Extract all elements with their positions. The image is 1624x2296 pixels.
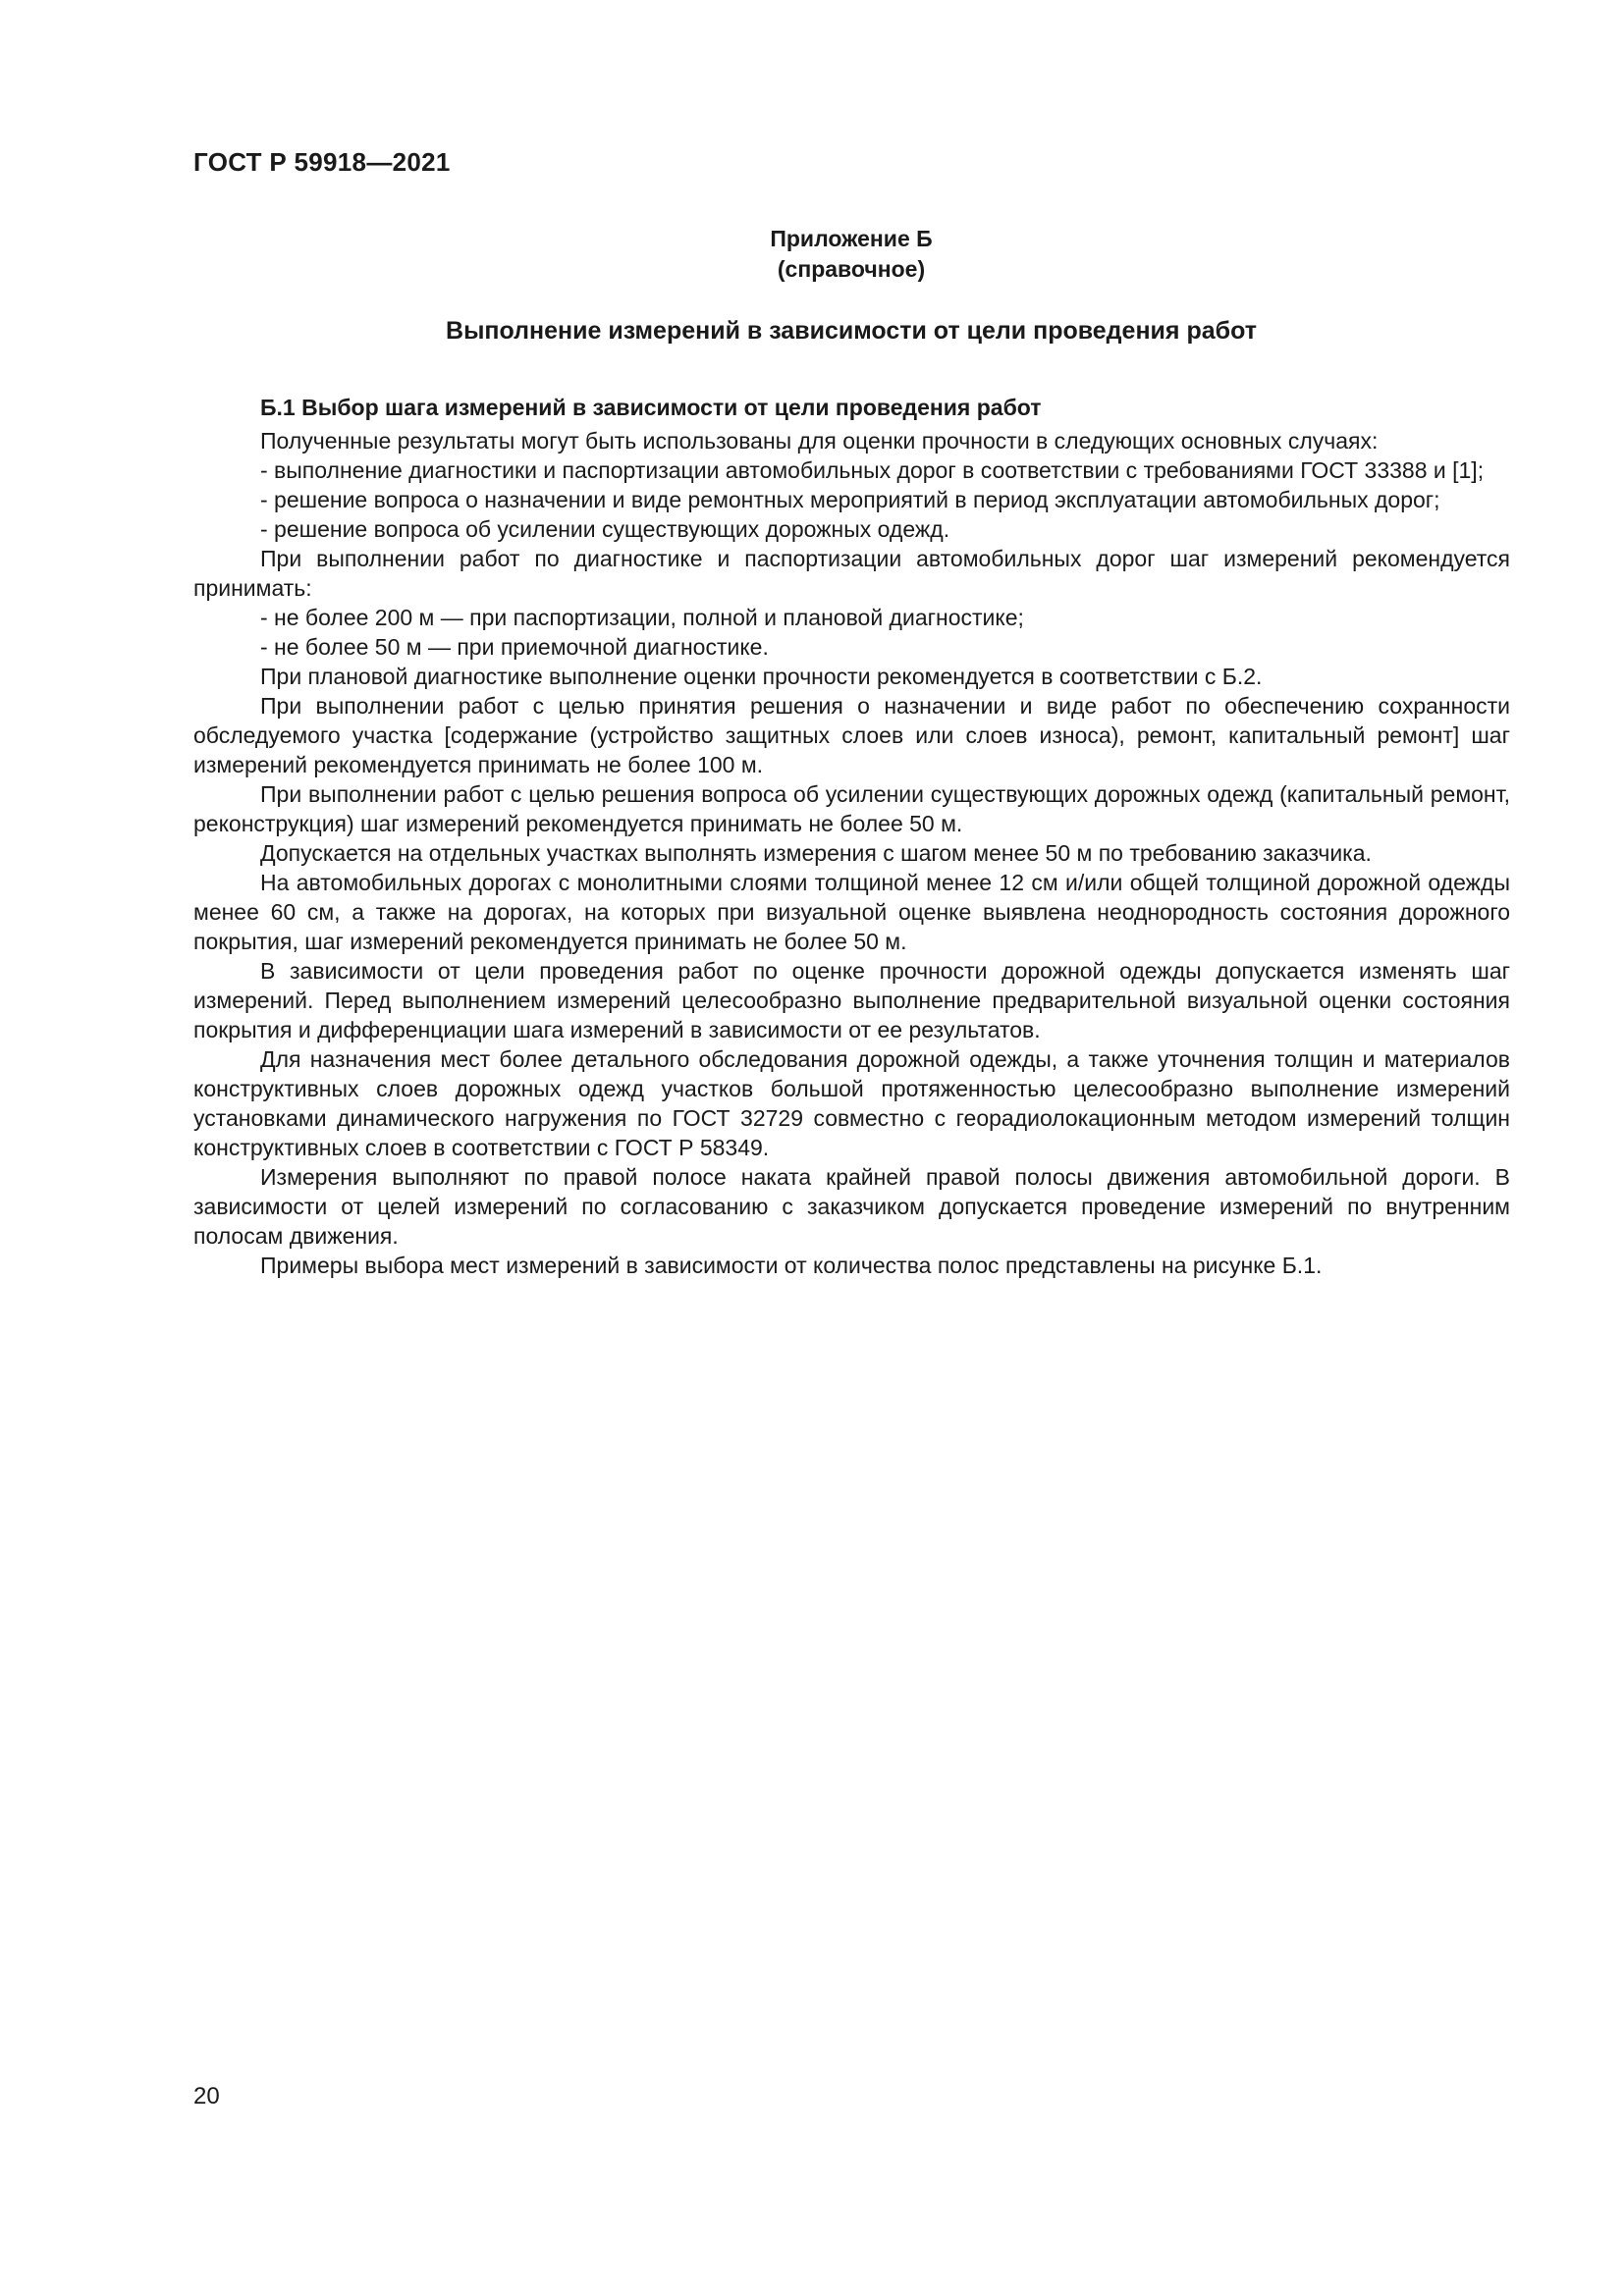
paragraph: Полученные результаты могут быть использованы для оценки прочности в следующих основных случаях: bbox=[260, 428, 1379, 454]
list-item: - не более 50 м — при приемочной диагностике. bbox=[260, 634, 769, 660]
page-number: 20 bbox=[193, 2083, 220, 2109]
paragraph: На автомобильных дорогах с монолитными слоями толщиной менее 12 см и/или общей толщиной дорожной одежды менее 60 см, а также на дорогах, на которых при визуальной оценке выявлена неоднородность состояния дорожного покрытия, шаг измерений рекомендуется принимать не более 50 м. bbox=[193, 870, 1510, 954]
document-code: ГОСТ Р 59918—2021 bbox=[193, 147, 451, 177]
paragraph: Примеры выбора мест измерений в зависимости от количества полос представлены на рисунке Б.1. bbox=[260, 1253, 1323, 1278]
page-title: Выполнение измерений в зависимости от цели проведения работ bbox=[446, 317, 1257, 345]
appendix-status: (справочное) bbox=[777, 256, 926, 282]
list-item: - не более 200 м — при паспортизации, полной и плановой диагностике; bbox=[260, 605, 1024, 630]
paragraph: При выполнении работ с целью решения вопроса об усилении существующих дорожных одежд (капитальный ремонт, реконструкция) шаг измерений рекомендуется принимать не более 50 м. bbox=[193, 781, 1510, 836]
appendix-title: Приложение Б bbox=[770, 226, 933, 251]
paragraph: Для назначения мест более детального обследования дорожной одежды, а также уточнения толщин и материалов конструктивных слоев дорожных одежд участков большой протяженностью целесообразно выполнение измерений установками динамического нагружения по ГОСТ 32729 совместно с георадиолокационным методом измерений толщин конструктивных слоев в соответствии с ГОСТ Р 58349. bbox=[193, 1046, 1510, 1160]
list-item: - решение вопроса о назначении и виде ремонтных мероприятий в период эксплуатации автомобильных дорог; bbox=[260, 487, 1440, 512]
document-body bbox=[193, 393, 1510, 1280]
section-heading: Б.1 Выбор шага измерений в зависимости от цели проведения работ bbox=[260, 395, 1042, 420]
list-item: - выполнение диагностики и паспортизации автомобильных дорог в соответствии с требованиями ГОСТ 33388 и [1]; bbox=[260, 457, 1485, 483]
paragraph: При плановой диагностике выполнение оценки прочности рекомендуется в соответствии с Б.2. bbox=[260, 664, 1263, 689]
appendix-header bbox=[193, 224, 1509, 285]
paragraph: Измерения выполняют по правой полосе наката крайней правой полосы движения автомобильной дороги. В зависимости от целей измерений по согласованию с заказчиком допускается проведение измерений по внутренним полосам движения. bbox=[193, 1164, 1510, 1249]
paragraph: В зависимости от цели проведения работ по оценке прочности дорожной одежды допускается изменять шаг измерений. Перед выполнением измерений целесообразно выполнение предварительной визуальной оценки состояния покрытия и дифференциации шага измерений в зависимости от ее результатов. bbox=[193, 958, 1510, 1042]
list-item: - решение вопроса об усилении существующих дорожных одежд. bbox=[260, 516, 950, 542]
paragraph: Допускается на отдельных участках выполнять измерения с шагом менее 50 м по требованию заказчика. bbox=[260, 840, 1372, 866]
paragraph: При выполнении работ по диагностике и паспортизации автомобильных дорог шаг измерений рекомендуется принимать: bbox=[193, 546, 1510, 601]
paragraph: При выполнении работ с целью принятия решения о назначении и виде работ по обеспечению сохранности обследуемого участка [содержание (устройство защитных слоев или слоев износа), ремонт, капитальный ремонт] шаг измерений рекомендуется принимать не более 100 м. bbox=[193, 693, 1510, 777]
